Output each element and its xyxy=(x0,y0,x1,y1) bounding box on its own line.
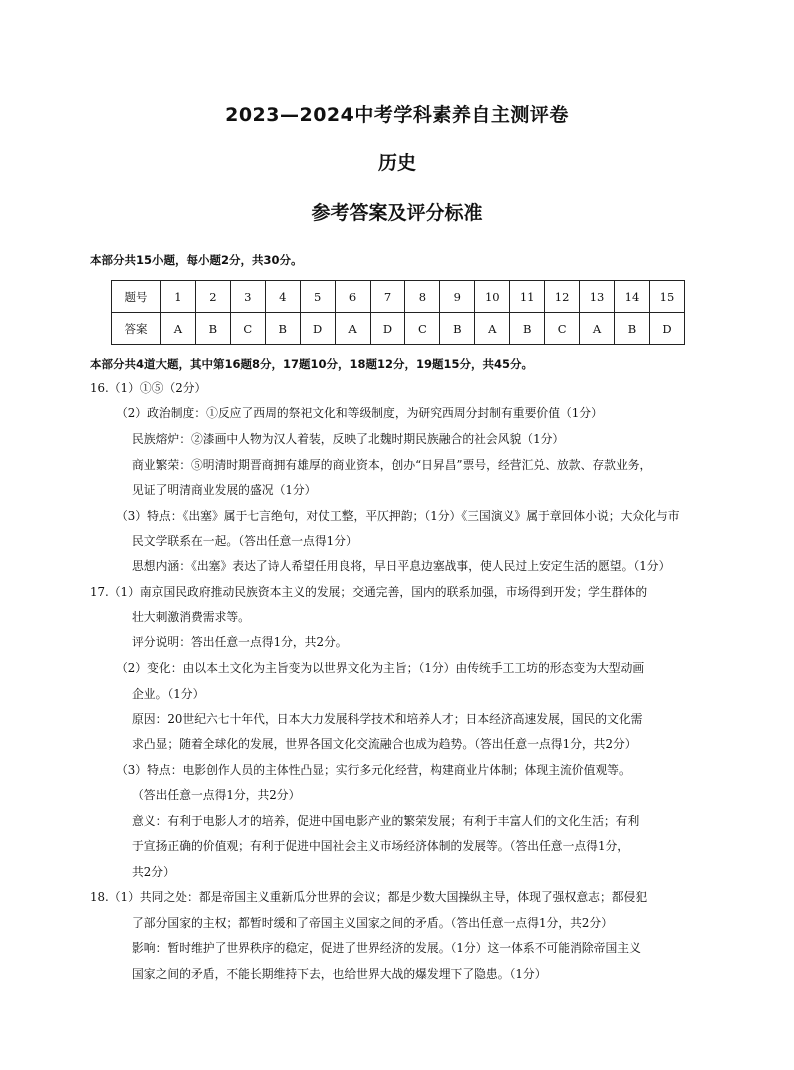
answer-line: 16.（1）①⑤（2分） xyxy=(90,381,207,395)
question-number: 3 xyxy=(230,281,265,313)
row-label-answer: 答案 xyxy=(112,313,161,345)
answer-line: （答出任意一点得1分，共2分） xyxy=(132,788,301,802)
question-number: 12 xyxy=(545,281,580,313)
answer-line: 于宣扬正确的价值观；有利于促进中国社会主义市场经济体制的发展等。（答出任意一点得1分， xyxy=(132,839,630,853)
answer-line: 求凸显；随着全球化的发展，世界各国文化交流融合也成为趋势。（答出任意一点得1分，共2分） xyxy=(132,737,637,751)
question-number: 9 xyxy=(440,281,475,313)
answer-line: 思想内涵：《出塞》表达了诗人希望任用良将，早日平息边塞战事，使人民过上安定生活的愿望。（1分） xyxy=(132,559,671,573)
answer-cell: C xyxy=(545,313,580,345)
answer-line: 影响：暂时维护了世界秩序的稳定，促进了世界经济的发展。（1分）这一体系不可能消除帝国主义 xyxy=(132,941,641,955)
answer-cell: D xyxy=(649,313,684,345)
question-number: 7 xyxy=(370,281,405,313)
answer-line: （3）特点：电影创作人员的主体性凸显；实行多元化经营，构建商业片体制；体现主流价值观等。 xyxy=(116,763,631,777)
answer-line: 原因：20世纪六七十年代，日本大力发展科学技术和培养人才；日本经济高速发展，国民的文化需 xyxy=(132,712,643,726)
answer-line: 18.（1）共同之处：都是帝国主义重新瓜分世界的会议；都是少数大国操纵主导，体现了强权意志；都侵犯 xyxy=(90,890,648,904)
answer-cell: B xyxy=(614,313,649,345)
subject-title: 历史 xyxy=(377,152,416,174)
question-number: 4 xyxy=(265,281,300,313)
answer-line: 见证了明清商业发展的盛况（1分） xyxy=(132,483,317,497)
question-number: 1 xyxy=(161,281,196,313)
question-number: 5 xyxy=(300,281,335,313)
question-number: 2 xyxy=(195,281,230,313)
answer-line: 了部分国家的主权；都暂时缓和了帝国主义国家之间的矛盾。（答出任意一点得1分，共2分） xyxy=(132,916,613,930)
answer-row xyxy=(112,313,685,345)
answer-line: 民族熔炉：②漆画中人物为汉人着装，反映了北魏时期民族融合的社会风貌（1分） xyxy=(132,432,565,446)
answer-cell: B xyxy=(265,313,300,345)
answer-table xyxy=(111,280,685,345)
answer-line: 商业繁荣：⑤明清时期晋商拥有雄厚的商业资本，创办“日昇昌”票号，经营汇兑、放款、存款业务， xyxy=(132,458,652,472)
question-number: 8 xyxy=(405,281,440,313)
question-number: 13 xyxy=(580,281,615,313)
question-number: 10 xyxy=(475,281,510,313)
question-number: 11 xyxy=(510,281,545,313)
answer-cell: D xyxy=(300,313,335,345)
answer-line: 意义：有利于电影人才的培养，促进中国电影产业的繁荣发展；有利于丰富人们的文化生活；有利 xyxy=(132,814,640,828)
answer-line: 国家之间的矛盾，不能长期维持下去，也给世界大战的爆发埋下了隐患。（1分） xyxy=(132,967,547,981)
question-number: 15 xyxy=(649,281,684,313)
answer-cell: A xyxy=(580,313,615,345)
answer-cell: B xyxy=(440,313,475,345)
answer-cell: B xyxy=(195,313,230,345)
section2-intro: 本部分共4道大题，其中第16题8分，17题10分，18题12分，19题15分，共45分。 xyxy=(90,357,534,371)
answer-line: （3）特点：《出塞》属于七言绝句，对仗工整，平仄押韵；（1分）《三国演义》属于章回体小说；大众化与市 xyxy=(116,509,680,523)
exam-title: 2023—2024中考学科素养自主测评卷 xyxy=(225,104,569,126)
answer-line: 共2分） xyxy=(132,865,175,879)
answer-line: 17.（1）南京国民政府推动民族资本主义的发展；交通完善，国内的联系加强，市场得到开发；学生群体的 xyxy=(90,585,648,599)
answer-line: 壮大刺激消费需求等。 xyxy=(132,610,250,624)
question-number: 6 xyxy=(335,281,370,313)
answer-line: 企业。（1分） xyxy=(132,687,205,701)
answer-cell: A xyxy=(475,313,510,345)
answer-cell: A xyxy=(161,313,196,345)
answer-cell: C xyxy=(405,313,440,345)
question-number: 14 xyxy=(614,281,649,313)
answer-key-title: 参考答案及评分标准 xyxy=(311,202,483,224)
answer-line: 民文学联系在一起。（答出任意一点得1分） xyxy=(132,534,358,548)
answer-cell: A xyxy=(335,313,370,345)
answer-cell: C xyxy=(230,313,265,345)
row-label-number: 题号 xyxy=(112,281,161,313)
answer-line: （2）政治制度：①反应了西周的祭祀文化和等级制度，为研究西周分封制有重要价值（1分） xyxy=(116,406,603,420)
answer-line: （2）变化：由以本土文化为主旨变为以世界文化为主旨；（1分）由传统手工工坊的形态变为大型动画 xyxy=(116,661,645,675)
section1-intro: 本部分共15小题，每小题2分，共30分。 xyxy=(90,253,303,267)
answer-cell: D xyxy=(370,313,405,345)
question-number-row xyxy=(112,281,685,313)
answer-line: 评分说明：答出任意一点得1分，共2分。 xyxy=(132,635,348,649)
answer-cell: B xyxy=(510,313,545,345)
